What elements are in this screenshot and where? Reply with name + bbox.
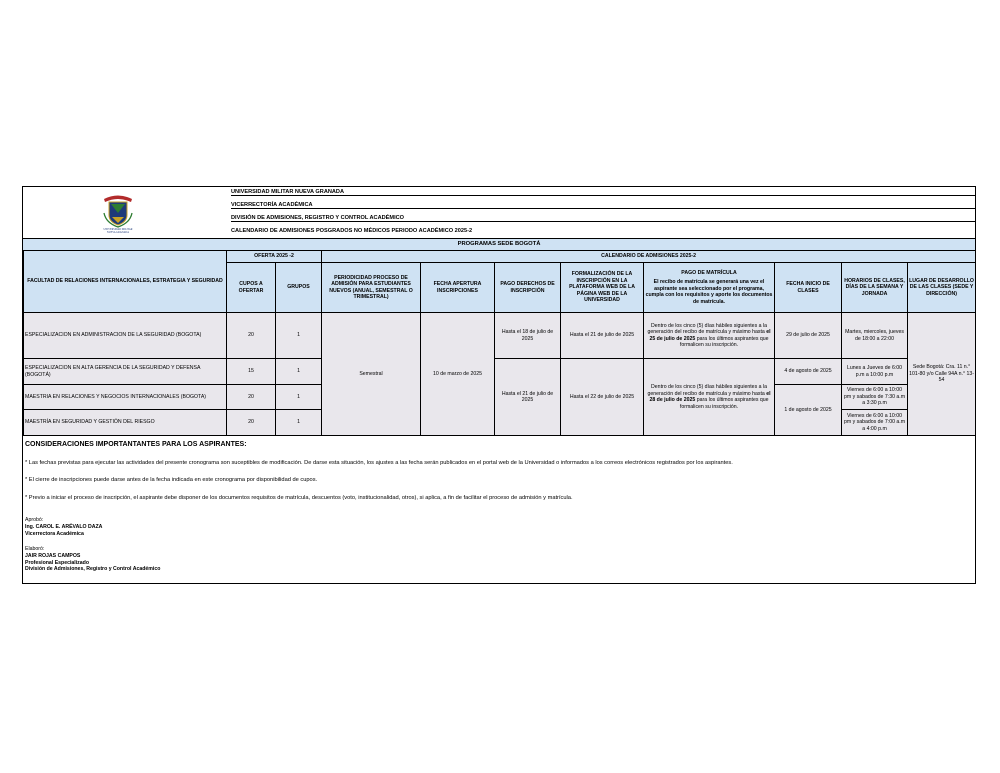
fecha-inicio-header: FECHA INICIO DE CLASES xyxy=(775,263,842,313)
document-header xyxy=(23,187,975,238)
grupos-value: 1 xyxy=(276,385,322,410)
approval-signature xyxy=(25,517,102,537)
header-calendar-title: CALENDARIO DE ADMISIONES POSGRADOS NO MÉDICOS PERIODO ACADÉMICO 2025-2 xyxy=(231,228,473,234)
fecha-inicio-value: 1 de agosto de 2025 xyxy=(775,385,842,436)
header-division: DIVISIÓN DE ADMISIONES, REGISTRO Y CONTROL ACADÉMICO xyxy=(231,215,975,222)
consideration-note: * Previo a iniciar el proceso de inscripción, el aspirante debe disponer de los documentos requisitos de matrícula, descuentos (voto, institucionalidad, otros), si aplica, a fin de facilitar el proceso de admisión y matrícula. xyxy=(25,495,573,501)
grupos-value: 1 xyxy=(276,313,322,359)
grupos-value: 1 xyxy=(276,359,322,385)
pago-derechos-value: Hasta el 21 de julio de 2025 xyxy=(495,359,561,436)
pago-derechos-header: PAGO DERECHOS DE INSCRIPCIÓN xyxy=(495,263,561,313)
pago-matricula-desc: El recibo de matrícula se generará una vez el aspirante sea seleccionado por el programa, cumpla con los requisitos y aporte los documentos de matrícula. xyxy=(645,279,773,305)
cupos-value: 20 xyxy=(227,313,276,359)
periodicidad-header: PERIODICIDAD PROCESO DE ADMISIÓN PARA ESTUDIANTES NUEVOS (ANUAL, SEMESTRAL O TRIMESTRAL) xyxy=(322,263,421,313)
svg-text:UNIVERSIDAD MILITAR: UNIVERSIDAD MILITAR xyxy=(103,228,133,231)
faculty-header: FACULTAD DE RELACIONES INTERNACIONALES, ESTRATEGIA Y SEGURIDAD xyxy=(24,251,227,313)
author-signature xyxy=(25,546,160,573)
header-vicerrectoria: VICERRECTORÍA ACADÉMICA xyxy=(231,202,975,209)
formalizacion-header: FORMALIZACIÓN DE LA INSCRIPCIÓN EN LA PLATAFORMA WEB DE LA PÁGINA WEB DE LA UNIVERSIDAD xyxy=(561,263,644,313)
aprobo-name: Ing. CAROL E. ARÉVALO DAZA xyxy=(25,523,103,530)
considerations-title: CONSIDERACIONES IMPORTANTANTES PARA LOS ASPIRANTES: xyxy=(25,441,247,448)
elaboro-division: División de Admisiones, Registro y Control Académico xyxy=(25,566,161,573)
horarios-header: HORARIOS DE CLASES, DÍAS DE LA SEMANA Y JORNADA xyxy=(842,263,908,313)
grupos-value: 1 xyxy=(276,410,322,436)
cupos-header: CUPOS A OFERTAR xyxy=(227,263,276,313)
program-name: ESPECIALIZACION EN ALTA GERENCIA DE LA SEGURIDAD Y DEFENSA (BOGOTÁ) xyxy=(24,359,227,385)
horario-value: Viernes de 6:00 a 10:00 pm y sabados de 7:30 a.m a 3:30 p.m xyxy=(842,385,908,410)
table-row xyxy=(24,359,976,385)
table-row xyxy=(24,313,976,359)
pago-derechos-value: Hasta el 18 de julio de 2025 xyxy=(495,313,561,359)
pago-matricula-header xyxy=(644,263,775,313)
calendario-header: CALENDARIO DE ADMISIONES 2025-2 xyxy=(322,251,976,263)
elaboro-role: Profesional Especializado xyxy=(25,559,90,566)
program-name: ESPECIALIZACION EN ADMINISTRACION DE LA SEGURIDAD (BOGOTA) xyxy=(24,313,227,359)
university-seal-icon xyxy=(98,193,138,233)
aprobo-role: Vicerrectora Académica xyxy=(25,530,84,537)
svg-text:NUEVA GRANADA: NUEVA GRANADA xyxy=(106,231,130,233)
periodicidad-value: Semestral xyxy=(322,313,421,436)
elaboro-name: JAIR ROJAS CAMPOS xyxy=(25,552,81,559)
consideration-note: * Las fechas previstas para ejecutar las actividades del presente cronograma son suceptibles de modificación. De darse esta situación, los ajustes a las fecha serán publicados en el portal web de la Universidad o informados a los correos electrónicos registrados por los aspirantes. xyxy=(25,460,733,466)
horario-value: Martes, miercoles, jueves de 18:00 a 22:00 xyxy=(842,313,908,359)
fecha-apertura-value: 10 de marzo de 2025 xyxy=(421,313,495,436)
fecha-inicio-value: 4 de agosto de 2025 xyxy=(775,359,842,385)
formalizacion-value: Hasta el 21 de julio de 2025 xyxy=(561,313,644,359)
cupos-value: 20 xyxy=(227,410,276,436)
admissions-calendar-sheet xyxy=(22,186,976,584)
programs-band: PROGRAMAS SEDE BOGOTÁ xyxy=(23,238,975,251)
program-name: MAESTRÍA EN SEGURIDAD Y GESTIÓN DEL RIESGO xyxy=(24,410,227,436)
admissions-calendar-table xyxy=(23,250,976,436)
lugar-value: Sede Bogotá: Cra. 11 n.° 101-80 y/o Calle 94A n.° 13-54 xyxy=(908,313,976,436)
lugar-header: LUGAR DE DESARROLLO DE LAS CLASES (SEDE Y DIRECCIÓN) xyxy=(908,263,976,313)
cupos-value: 15 xyxy=(227,359,276,385)
fecha-inicio-value: 29 de julio de 2025 xyxy=(775,313,842,359)
cupos-value: 20 xyxy=(227,385,276,410)
pago-matricula-value: Dentro de los cinco (5) días hábiles siguientes a la generación del recibo de matrícula y máximo hasta el 28 de julio de 2025 para los últimos aspirantes que formalicen su inscripción. xyxy=(644,359,775,436)
horario-value: Lunes a Jueves de 6:00 p.m a 10:00 p.m xyxy=(842,359,908,385)
elaboro-label: Elaboró: xyxy=(25,546,45,552)
grupos-header: GRUPOS xyxy=(276,263,322,313)
pago-matricula-value: Dentro de los cinco (5) días hábiles siguientes a la generación del recibo de matrícula y máximo hasta el 25 de julio de 2025 para los últimos aspirantes que formalicen su inscripción. xyxy=(644,313,775,359)
horario-value: Viernes de 6:00 a 10:00 pm y sabados de 7:00 a.m a 4:00 p.m xyxy=(842,410,908,436)
oferta-header: OFERTA 2025 -2 xyxy=(227,251,322,263)
header-university: UNIVERSIDAD MILITAR NUEVA GRANADA xyxy=(231,189,975,196)
program-name: MAESTRIA EN RELACIONES Y NEGOCIOS INTERNACIONALES (BOGOTA) xyxy=(24,385,227,410)
aprobo-label: Aprobó: xyxy=(25,517,44,523)
fecha-apertura-header: FECHA APERTURA INSCRIPCIONES xyxy=(421,263,495,313)
consideration-note: * El cierre de inscripciones puede darse antes de la fecha indicada en este cronograma por disponibilidad de cupos. xyxy=(25,477,318,483)
pago-matricula-title: PAGO DE MATRÍCULA xyxy=(681,269,737,276)
formalizacion-value: Hasta el 22 de julio de 2025 xyxy=(561,359,644,436)
